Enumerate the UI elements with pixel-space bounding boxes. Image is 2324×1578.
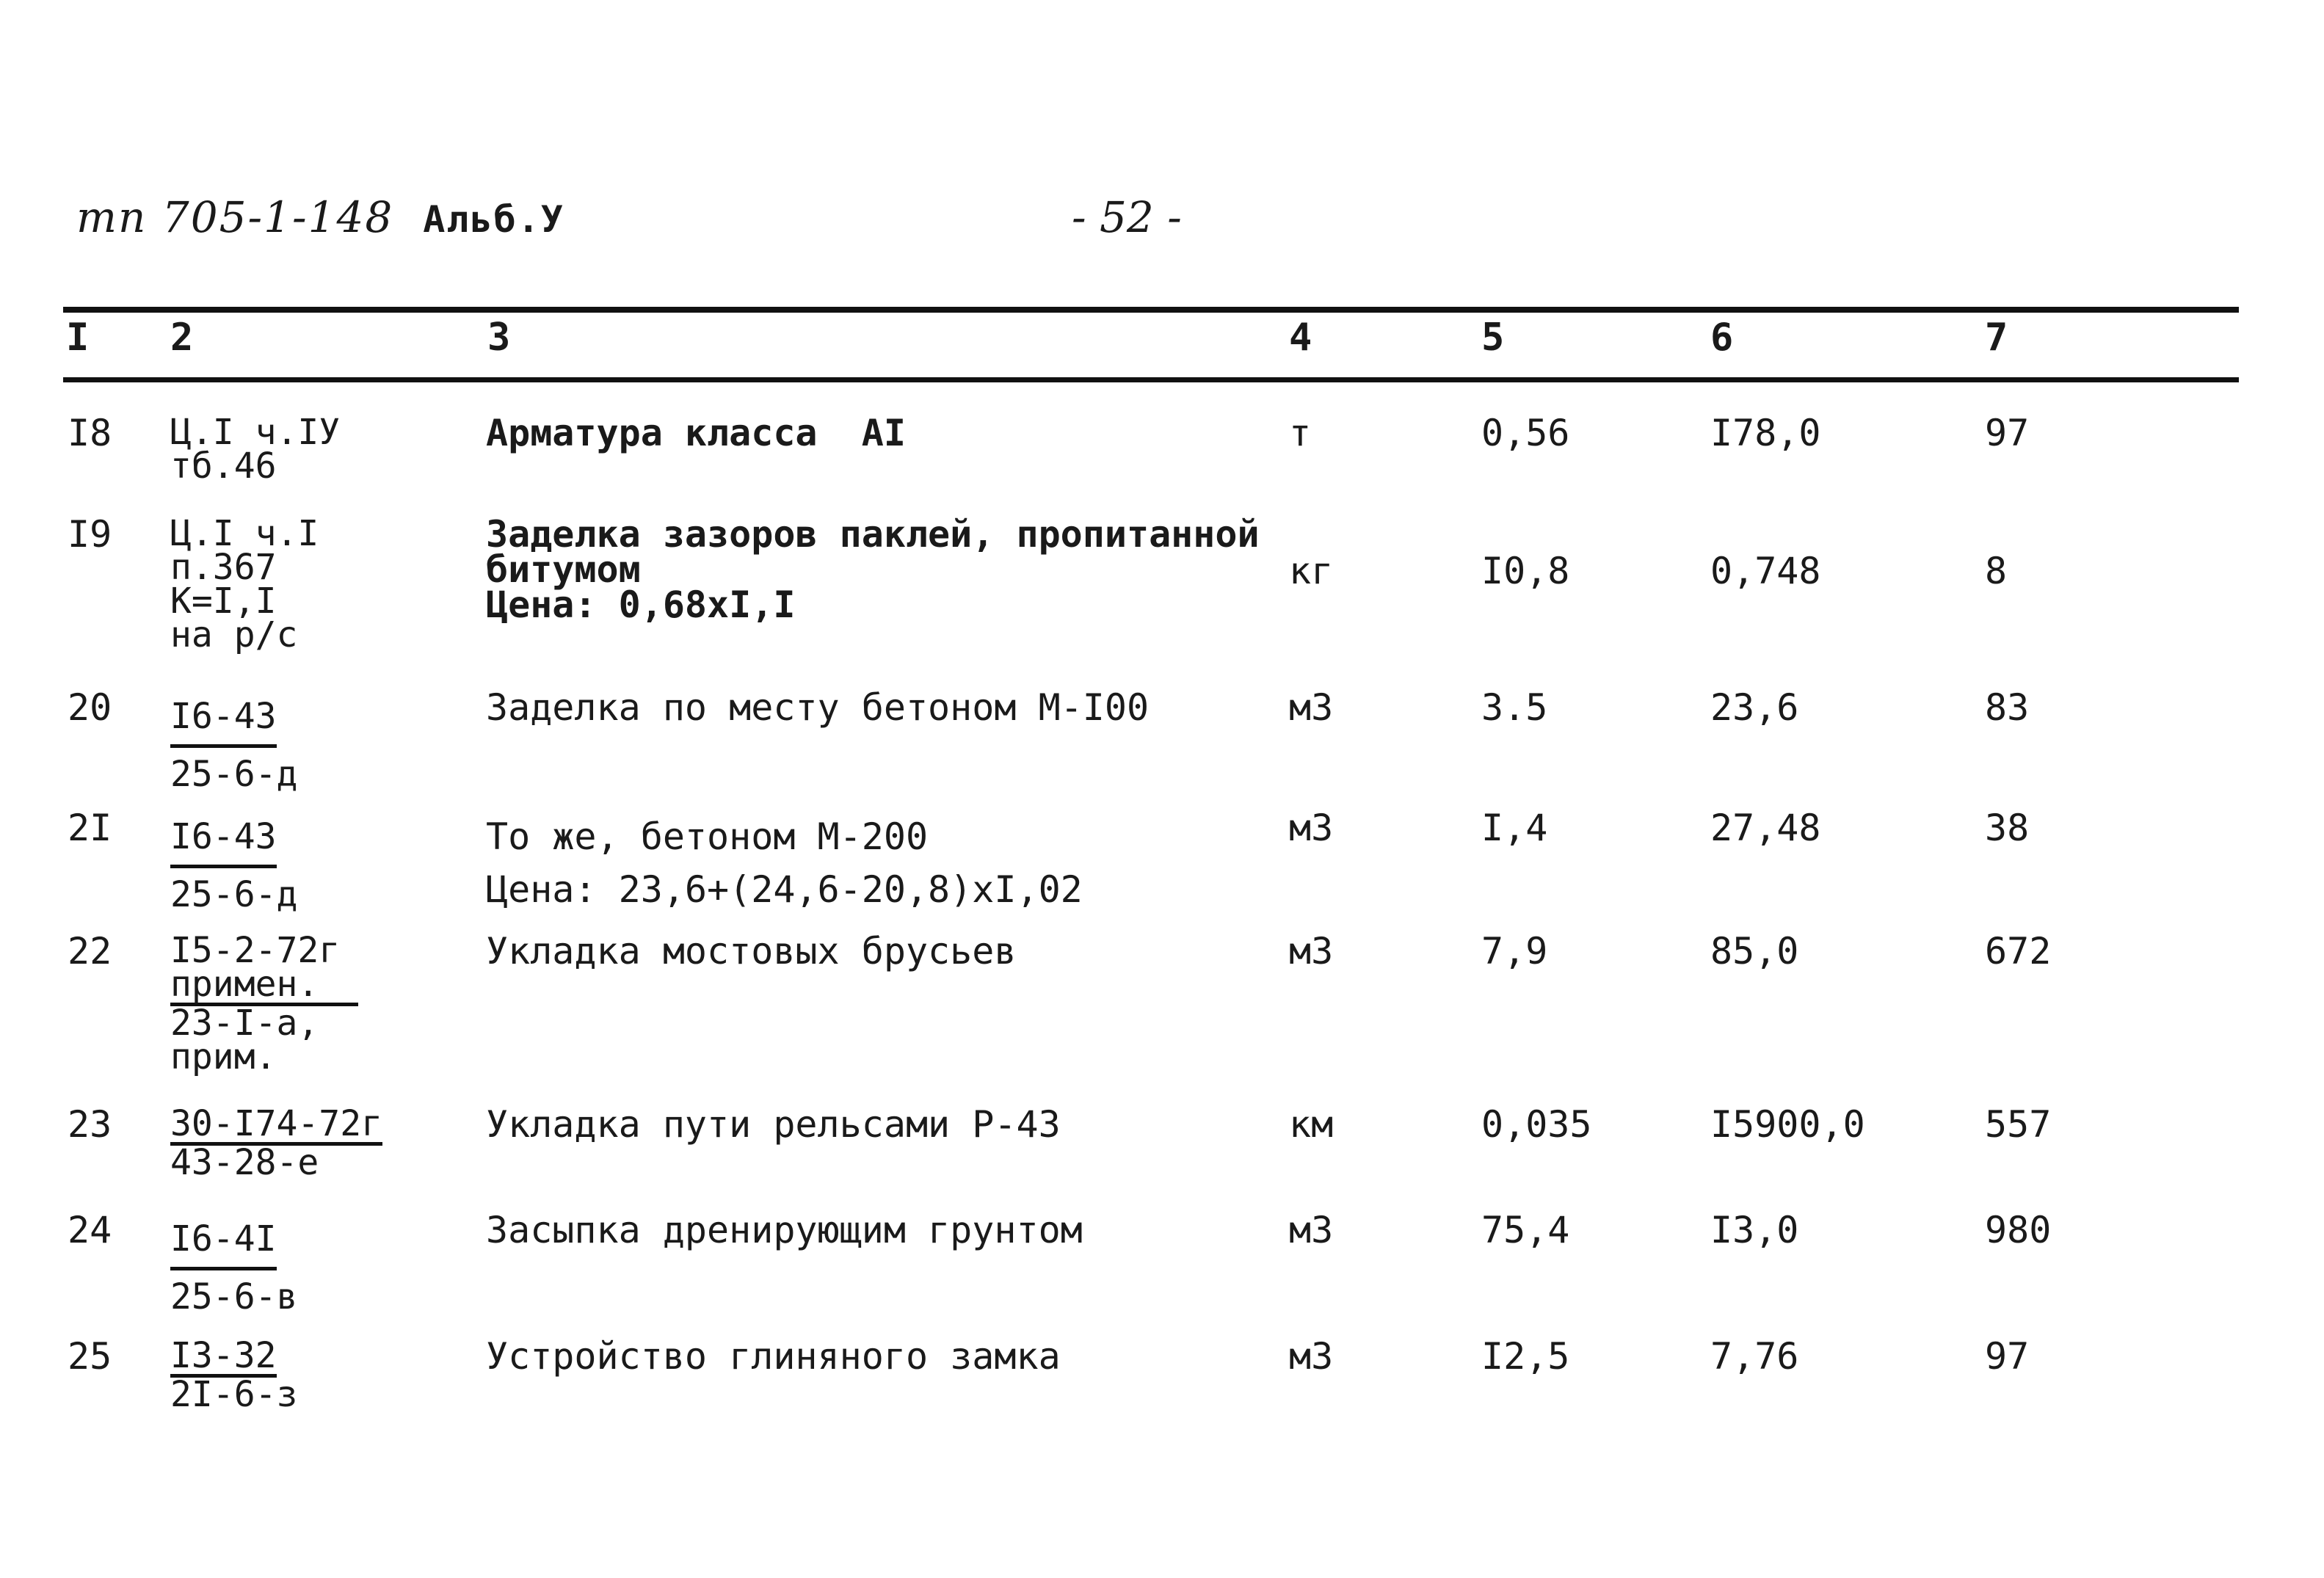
row-total: 83 <box>1985 686 2030 729</box>
row-total: 980 <box>1985 1209 2052 1251</box>
row-price: I5900,0 <box>1710 1103 1865 1146</box>
page-number: - 52 - <box>1072 192 1182 242</box>
row-reference: I6-43 25-6-д <box>170 810 297 921</box>
table-top-rule <box>63 307 2239 313</box>
row-price: 23,6 <box>1710 686 1799 729</box>
row-unit: м3 <box>1289 1209 1334 1251</box>
doc-code-text: тп 705-1-148 <box>76 192 394 242</box>
col-header-4: 4 <box>1289 316 1312 360</box>
col-header-3: 3 <box>487 316 511 360</box>
row-reference: 30-I74-72г 43-28-е <box>170 1103 382 1183</box>
row-price: I78,0 <box>1710 412 1821 454</box>
row-number: 23 <box>68 1103 112 1146</box>
document-code <box>76 192 564 242</box>
row-reference: I3-32 2I-6-з <box>170 1335 298 1415</box>
row-quantity: I0,8 <box>1481 550 1570 592</box>
row-unit: км <box>1289 1103 1334 1146</box>
row-total: 8 <box>1985 550 2008 592</box>
row-number: I8 <box>68 412 112 454</box>
row-price: 0,748 <box>1710 550 1821 592</box>
row-reference: Ц.I ч.IУ тб.46 <box>170 412 341 487</box>
row-description: Засыпка дренирующим грунтом <box>486 1209 1083 1251</box>
row-unit: кг <box>1289 550 1334 592</box>
row-description: Заделка зазоров паклей, пропитанной битумом Цена: 0,68хI,I <box>486 513 1260 626</box>
col-header-2: 2 <box>170 316 194 360</box>
row-total: 38 <box>1985 807 2030 849</box>
row-number: 2I <box>68 807 112 849</box>
row-quantity: I2,5 <box>1481 1335 1570 1378</box>
row-price: I3,0 <box>1710 1209 1799 1251</box>
row-description: Устройство глиняного замка <box>486 1335 1061 1378</box>
row-quantity: 7,9 <box>1481 930 1548 972</box>
row-number: 24 <box>68 1209 112 1251</box>
row-number: 20 <box>68 686 112 729</box>
row-unit: м3 <box>1289 1335 1334 1378</box>
row-unit: т <box>1289 412 1312 454</box>
row-unit: м3 <box>1289 930 1334 972</box>
row-number: 25 <box>68 1335 112 1378</box>
col-header-5: 5 <box>1481 316 1505 360</box>
row-price: 85,0 <box>1710 930 1799 972</box>
row-quantity: I,4 <box>1481 807 1548 849</box>
col-header-6: 6 <box>1710 316 1734 360</box>
row-unit: м3 <box>1289 807 1334 849</box>
row-reference: I6-4I 25-6-в <box>170 1212 297 1323</box>
row-quantity: 0,035 <box>1481 1103 1592 1146</box>
col-header-7: 7 <box>1985 316 2008 360</box>
row-description: Укладка мостовых брусьев <box>486 930 1017 972</box>
row-price: 27,48 <box>1710 807 1821 849</box>
album-label: Альб.У <box>423 198 564 241</box>
row-price: 7,76 <box>1710 1335 1799 1378</box>
table-header-rule <box>63 377 2239 382</box>
row-quantity: 3.5 <box>1481 686 1548 729</box>
row-description: Укладка пути рельсами Р-43 <box>486 1103 1061 1146</box>
row-description: То же, бетоном М-200 Цена: 23,6+(24,6-20,8)хI,02 <box>486 815 1083 911</box>
row-reference: I6-43 25-6-д <box>170 690 297 801</box>
row-reference: Ц.I ч.I п.367 К=I,I на р/с <box>170 513 319 655</box>
row-quantity: 75,4 <box>1481 1209 1570 1251</box>
row-total: 672 <box>1985 930 2052 972</box>
row-total: 97 <box>1985 412 2030 454</box>
row-reference: I5-2-72г примен. 23-I-а, прим. <box>170 934 358 1074</box>
row-description: Арматура класса AI <box>486 412 906 454</box>
row-number: 22 <box>68 930 112 972</box>
col-header-1: I <box>66 316 90 360</box>
row-number: I9 <box>68 513 112 556</box>
row-unit: м3 <box>1289 686 1334 729</box>
row-description: Заделка по месту бетоном М-I00 <box>486 686 1150 729</box>
row-quantity: 0,56 <box>1481 412 1570 454</box>
row-total: 97 <box>1985 1335 2030 1378</box>
row-total: 557 <box>1985 1103 2052 1146</box>
